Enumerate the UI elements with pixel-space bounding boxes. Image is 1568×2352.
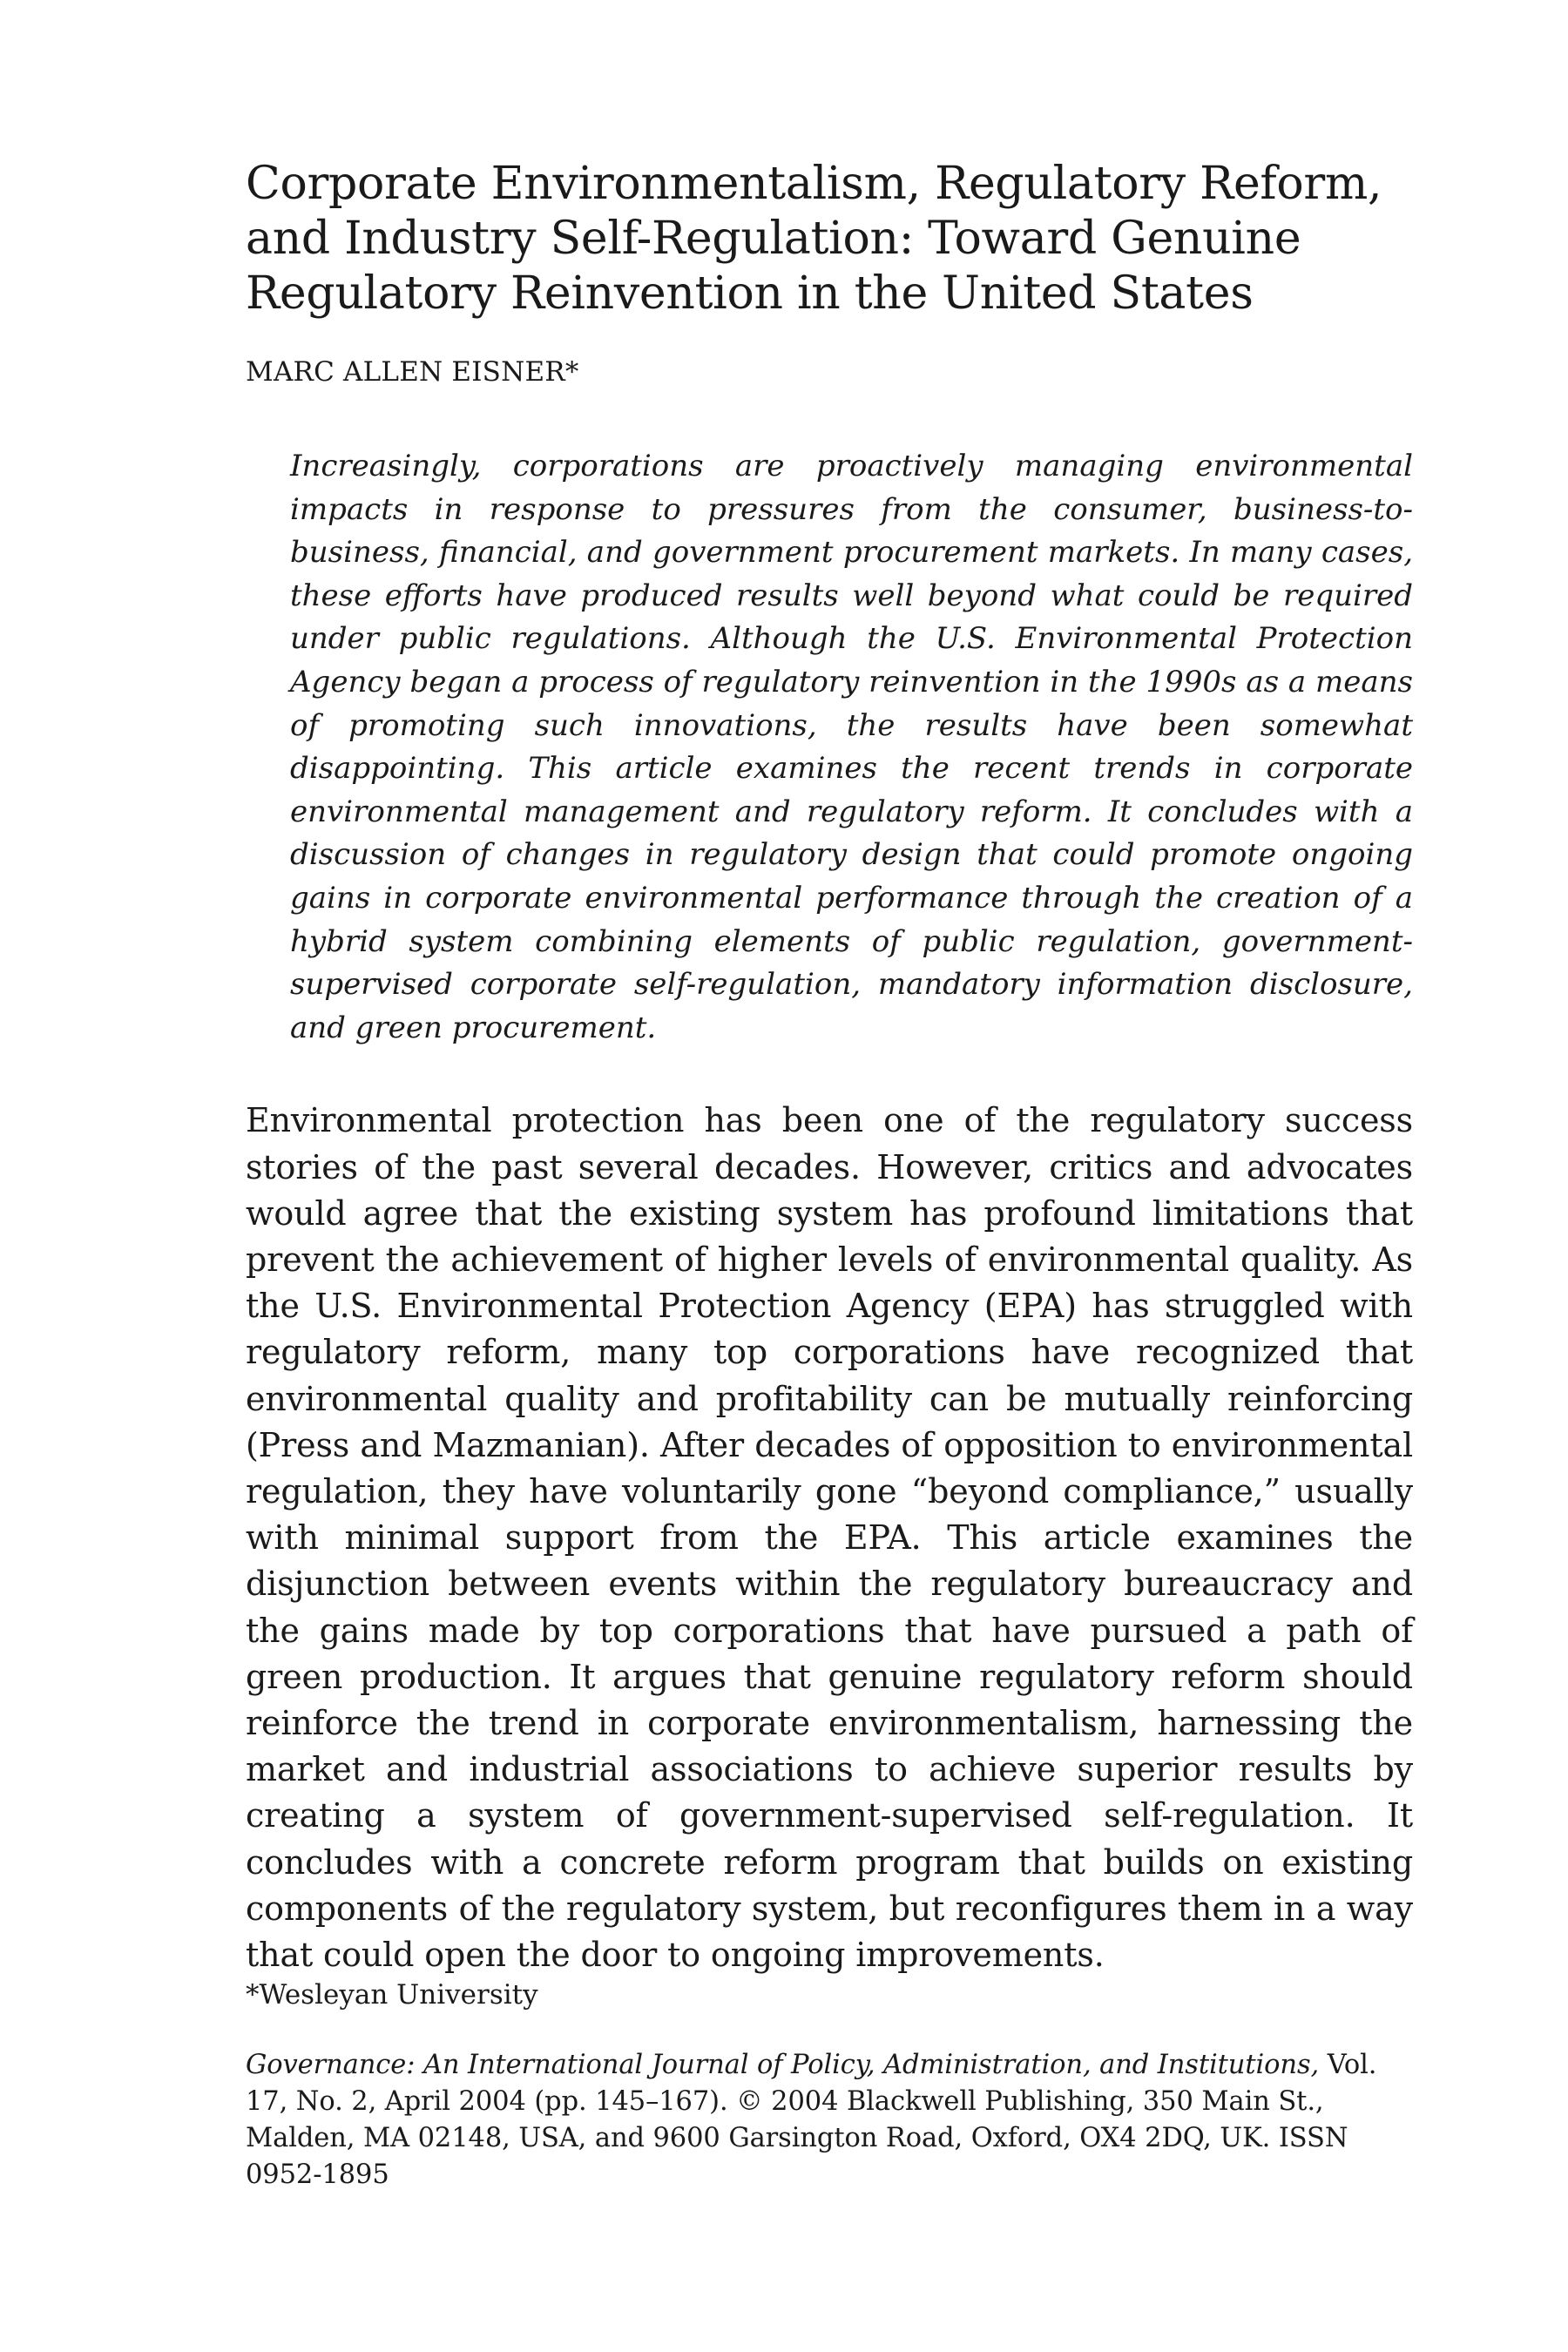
author-affiliation-footnote: *Wesleyan University xyxy=(246,1979,538,2011)
journal-name: Governance: An International Journal of Policy, Administration, and Institutions, xyxy=(246,2050,1320,2080)
article-abstract: Increasingly, corporations are proactively managing environmental impacts in response to pressures from the consumer, business-to-business, financial, and government procurement markets. In many cases, these efforts have produced results well beyond what could be required under public regulations. Although the U.S. Environmental Protection Agency began a process of regulatory reinvention in the 1990s as a means of promoting such innovations, the results have been somewhat disappointing. This article examines the recent trends in corporate environmental management and regulatory reform. It concludes with a discussion of changes in regulatory design that could promote ongoing gains in corporate environmental performance through the creation of a hybrid system combining elements of public regulation, government-supervised corporate self-regulation, mandatory information disclosure, and green procurement. xyxy=(290,449,1413,1045)
article-title: Corporate Environmentalism, Regulatory Reform, and Industry Self-Regulation: Toward Genuine Regulatory Reinvention in the United States xyxy=(246,158,1382,320)
citation-details: Vol. 17, No. 2, April 2004 (pp. 145–167). © 2004 Blackwell Publishing, 350 Main St., Malden, MA 02148, USA, and 9600 Garsington Road, Oxford, OX4 2DQ, UK. ISSN 0952-1895 xyxy=(246,2050,1377,2190)
journal-citation xyxy=(246,2047,1413,2193)
article-author: MARC ALLEN EISNER* xyxy=(246,356,579,388)
article-page xyxy=(246,157,1413,2011)
article-body-paragraph: Environmental protection has been one of the regulatory success stories of the past several decades. However, critics and advocates would agree that the existing system has profound limitations that prevent the achievement of higher levels of environmental quality. As the U.S. Environmental Protection Agency (EPA) has struggled with regulatory reform, many top corporations have recognized that environmental quality and profitability can be mutually reinforcing (Press and Mazmanian). After decades of opposition to environmental regulation, they have voluntarily gone “beyond compliance,” usually with minimal support from the EPA. This article examines the disjunction between events within the regulatory bureaucracy and the gains made by top corporations that have pursued a path of green production. It argues that genuine regulatory reform should reinforce the trend in corporate environmentalism, harnessing the market and industrial associations to achieve superior results by creating a system of government-supervised self-regulation. It concludes with a concrete reform program that builds on existing components of the regulatory system, but reconfigures them in a way that could open the door to ongoing improvements. xyxy=(246,1101,1413,1974)
